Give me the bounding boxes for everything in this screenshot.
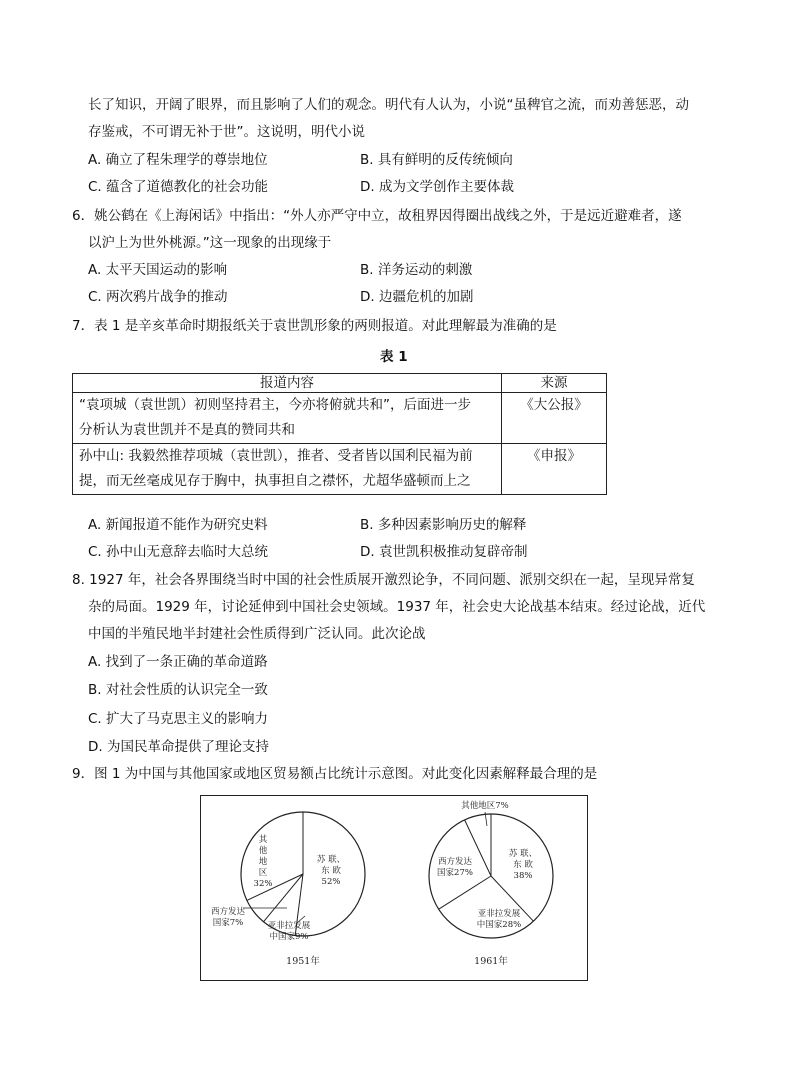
q6-line-2: 以沪上为世外桃源。”这一现象的出现缘于 <box>88 235 332 251</box>
q5-option-b[interactable]: B. 具有鲜明的反传统倾向 <box>360 152 513 168</box>
q7-option-d[interactable]: D. 袁世凯积极推动复辟帝制 <box>360 544 528 560</box>
q6-option-c[interactable]: C. 两次鸦片战争的推动 <box>88 289 228 305</box>
slice-label-soviet: 苏 联、 <box>316 855 346 865</box>
q9-line-1: 9．图 1 为中国与其他国家或地区贸易额占比统计示意图。对此变化因素解释最合理的是 <box>72 766 598 782</box>
slice-label-soviet: 38% <box>513 871 533 881</box>
q8-option-b[interactable]: B. 对社会性质的认识完全一致 <box>88 682 268 698</box>
content-line: 提，而无丝毫成见存于胸中，执事担自之襟怀，尤超华盛顿而上之 <box>79 473 471 489</box>
q8-option-a[interactable]: A. 找到了一条正确的革命道路 <box>88 654 268 670</box>
q6-line-1: 6．姚公鹤在《上海闲话》中指出：“外人亦严守中立，故租界因得圈出战线之外，于是远近避难者，遂 <box>72 208 682 224</box>
table-row <box>73 393 607 444</box>
q5-line-2: 存鉴戒，不可谓无补于世”。这说明，明代小说 <box>88 124 365 140</box>
slice-label-afro: 亚非拉发展 <box>477 909 521 919</box>
q5-line-1: 长了知识，开阔了眼界，而且影响了人们的观念。明代有人认为，小说“虽稗官之流，而劝善惩恶，动 <box>88 97 689 113</box>
q6-option-b[interactable]: B. 洋务运动的刺激 <box>360 262 473 278</box>
slice-label-other: 其他地区7% <box>461 801 509 811</box>
slice-label-west: 西方发达 <box>437 857 473 867</box>
slice-label-other: 他 <box>258 846 268 856</box>
slice-label-soviet: 苏 联、 <box>508 849 538 859</box>
q5-option-c[interactable]: C. 蕴含了道德教化的社会功能 <box>88 179 269 195</box>
slice-label-soviet: 52% <box>321 877 341 887</box>
slice-label-other: 地 <box>258 857 268 867</box>
header-source: 来源 <box>502 374 607 393</box>
q8-line-3: 中国的半殖民地半封建社会性质得到广泛认同。此次论战 <box>88 626 426 642</box>
pie-slice-west <box>439 876 491 909</box>
q7-option-b[interactable]: B. 多种因素影响历史的解释 <box>360 517 527 533</box>
q8-option-c[interactable]: C. 扩大了马克思主义的影响力 <box>88 711 269 727</box>
table-cell-content <box>73 444 502 495</box>
pie-title: 1951年 <box>286 956 320 967</box>
slice-label-afro: 中国家9% <box>269 932 309 942</box>
q7-option-c[interactable]: C. 孙中山无意辞去临时大总统 <box>88 544 269 560</box>
q6-option-d[interactable]: D. 边疆危机的加剧 <box>360 289 474 305</box>
content-line: 孙中山: 我毅然推荐项城（袁世凯），推者、受者皆以国利民福为前 <box>79 448 473 464</box>
slice-label-afro: 亚非拉发展 <box>267 921 311 931</box>
pie-title: 1961年 <box>474 956 508 967</box>
table-row <box>73 444 607 495</box>
q7-option-a[interactable]: A. 新闻报道不能作为研究史料 <box>88 517 268 533</box>
q7-line-1: 7．表 1 是辛亥革命时期报纸关于袁世凯形象的两则报道。对此理解最为准确的是 <box>72 318 557 334</box>
slice-label-afro: 中国家28% <box>476 920 522 930</box>
report-table <box>72 373 607 495</box>
slice-label-other: 区 <box>258 868 268 878</box>
slice-label-west: 国家7% <box>212 918 244 928</box>
q5-option-a[interactable]: A. 确立了程朱理学的尊崇地位 <box>88 152 268 168</box>
q8-line-2: 杂的局面。1929 年，讨论延伸到中国社会史领域。1937 年，社会史大论战基本结束。经过论战，近代 <box>88 599 706 615</box>
slice-label-soviet: 东 欧 <box>321 866 341 876</box>
pie-charts <box>201 796 587 980</box>
content-line: “袁项城（袁世凯）初则坚持君主，今亦将俯就共和”，后面进一步 <box>79 397 471 413</box>
content-line: 分析认为袁世凯并不是真的赞同共和 <box>79 422 295 438</box>
table-header-row <box>73 374 607 393</box>
slice-label-other: 32% <box>253 879 273 889</box>
trade-share-figure <box>200 795 588 981</box>
q8-line-1: 8. 1927 年，社会各界围绕当时中国的社会性质展开激烈论争，不同问题、派别交织在一起，呈现异常复 <box>72 572 695 588</box>
slice-label-soviet: 东 欧 <box>513 860 533 870</box>
q6-option-a[interactable]: A. 太平天国运动的影响 <box>88 262 228 278</box>
table-title: 表 1 <box>380 349 408 365</box>
slice-label-other: 其 <box>258 835 268 845</box>
q8-option-d[interactable]: D. 为国民革命提供了理论支持 <box>88 739 269 755</box>
slice-label-west: 国家27% <box>437 868 473 878</box>
slice-label-west: 西方发达 <box>210 907 246 917</box>
header-content: 报道内容 <box>73 374 502 393</box>
table-cell-source: 《申报》 <box>502 444 607 495</box>
table-cell-source: 《大公报》 <box>502 393 607 444</box>
q5-option-d[interactable]: D. 成为文学创作主要体裁 <box>360 179 514 195</box>
table-cell-content <box>73 393 502 444</box>
